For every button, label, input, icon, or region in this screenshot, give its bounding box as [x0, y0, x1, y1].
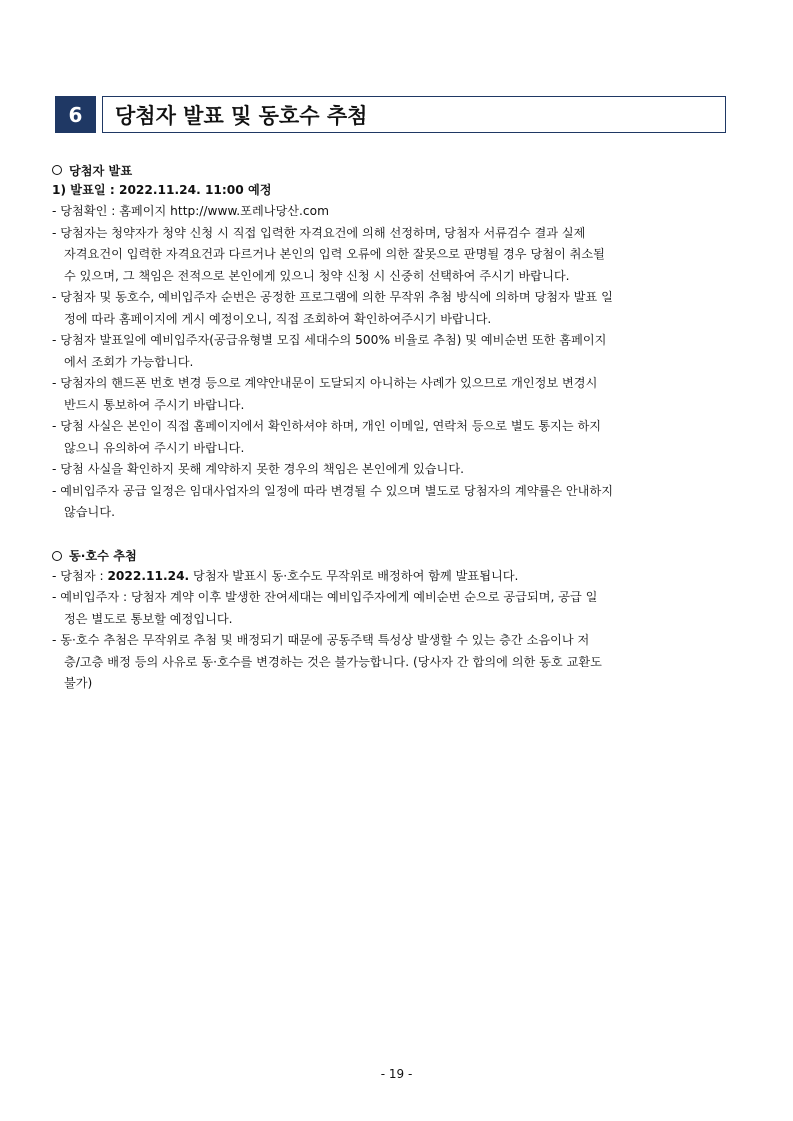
list-item-text: - 당첨자의 핸드폰 번호 변경 등으로 계약안내문이 도달되지 아니하는 사례가 있으므로 개인정보 변경시: [52, 376, 598, 390]
content-body: [52, 160, 712, 695]
section-header: [55, 96, 726, 133]
list-item-text: - 당첨 사실을 확인하지 못해 계약하지 못한 경우의 책임은 본인에게 있습니다.: [52, 462, 464, 476]
unit-draw-heading: [52, 546, 712, 566]
list-item-text: - 예비입주자 : 당첨자 계약 이후 발생한 잔여세대는 예비입주자에게 예비순번 순으로 공급되며, 공급 일: [52, 590, 598, 604]
list-item-line: [52, 652, 712, 674]
list-item-text: 않으니 유의하여 주시기 바랍니다.: [64, 440, 245, 455]
list-item-text: 정은 별도로 통보할 예정입니다.: [64, 611, 233, 626]
list-item-line: [52, 201, 712, 223]
list-item-line: [52, 673, 712, 695]
list-item-text: 정에 따라 홈페이지에 게시 예정이오니, 직접 조회하여 확인하여주시기 바랍니다.: [64, 311, 492, 326]
list-item-text: 반드시 통보하여 주시기 바랍니다.: [64, 397, 245, 412]
list-item-line: [52, 287, 712, 309]
list-item: [52, 566, 712, 588]
list-item-line: [52, 223, 712, 245]
list-item-line: [52, 373, 712, 395]
list-item-line: [52, 416, 712, 438]
list-item-line: [52, 266, 712, 288]
heading-text: 당첨자 발표: [69, 163, 133, 178]
section-title: 당첨자 발표 및 동호수 추첨: [102, 96, 726, 133]
list-item-line: [52, 395, 712, 417]
list-item-line: [52, 309, 712, 331]
winner-announcement-heading: [52, 160, 712, 180]
circle-bullet-icon: [52, 165, 62, 175]
winner-notes-list: [52, 201, 712, 524]
heading-text: 동·호수 추첨: [69, 549, 137, 563]
list-item-text: - 당첨확인 : 홈페이지 http://www.포레나당산.com: [52, 204, 329, 218]
page-number: - 19 -: [380, 1067, 413, 1081]
list-item-line: [52, 459, 712, 481]
list-item-text: 수 있으며, 그 책임은 전적으로 본인에게 있으니 청약 신청 시 신중히 선택하여 주시기 바랍니다.: [64, 268, 570, 283]
list-item-line: [52, 244, 712, 266]
list-item-text: - 당첨자는 청약자가 청약 신청 시 직접 입력한 자격요건에 의해 선정하며, 당첨자 서류검수 결과 실제: [52, 225, 586, 240]
list-item-text: - 예비입주자 공급 일정은 임대사업자의 일정에 따라 변경될 수 있으며 별도로 당첨자의 계약률은 안내하지: [52, 483, 614, 498]
list-item-line: [52, 438, 712, 460]
list-item-text: - 당첨 사실은 본인이 직접 홈페이지에서 확인하셔야 하며, 개인 이메일, 연락처 등으로 별도 통지는 하지: [52, 419, 602, 433]
list-item-line: [52, 330, 712, 352]
list-item-text: 자격요건이 입력한 자격요건과 다르거나 본인의 입력 오류에 의한 잘못으로 판명될 경우 당첨이 취소될: [64, 247, 605, 261]
list-item-text: - 당첨자 발표일에 예비입주자(공급유형별 모집 세대수의 500% 비율로 추첨) 및 예비순번 또한 홈페이지: [52, 333, 607, 347]
list-item-text: 에서 조회가 가능합니다.: [64, 354, 194, 369]
item-prefix: - 당첨자 :: [52, 568, 108, 583]
section-number: 6: [55, 96, 96, 133]
list-item-line: [52, 502, 712, 524]
list-item-line: [52, 352, 712, 374]
announcement-date: 1) 발표일 : 2022.11.24. 11:00 예정: [52, 183, 272, 197]
list-item-text: 불가): [64, 676, 93, 690]
list-item-text: 층/고층 배정 등의 사유로 동·호수를 변경하는 것은 불가능합니다. (당사자 간 합의에 의한 동호 교환도: [64, 654, 602, 669]
list-item-line: [52, 609, 712, 631]
circle-bullet-icon: [52, 551, 62, 561]
list-item-line: [52, 587, 712, 609]
list-item-text: - 당첨자 및 동호수, 예비입주자 순번은 공정한 프로그램에 의한 무작위 추첨 방식에 의하며 당첨자 발표 일: [52, 290, 613, 304]
list-item-text: 않습니다.: [64, 505, 115, 519]
item-rest: 당첨자 발표시 동·호수도 무작위로 배정하여 함께 발표됩니다.: [189, 568, 519, 583]
unit-draw-notes-list: [52, 587, 712, 695]
list-item-text: - 동·호수 추첨은 무작위로 추첨 및 배정되기 때문에 공동주택 특성상 발생할 수 있는 층간 소음이나 저: [52, 633, 590, 647]
item-date: 2022.11.24.: [107, 568, 190, 583]
list-item-line: [52, 481, 712, 503]
list-item-line: [52, 630, 712, 652]
